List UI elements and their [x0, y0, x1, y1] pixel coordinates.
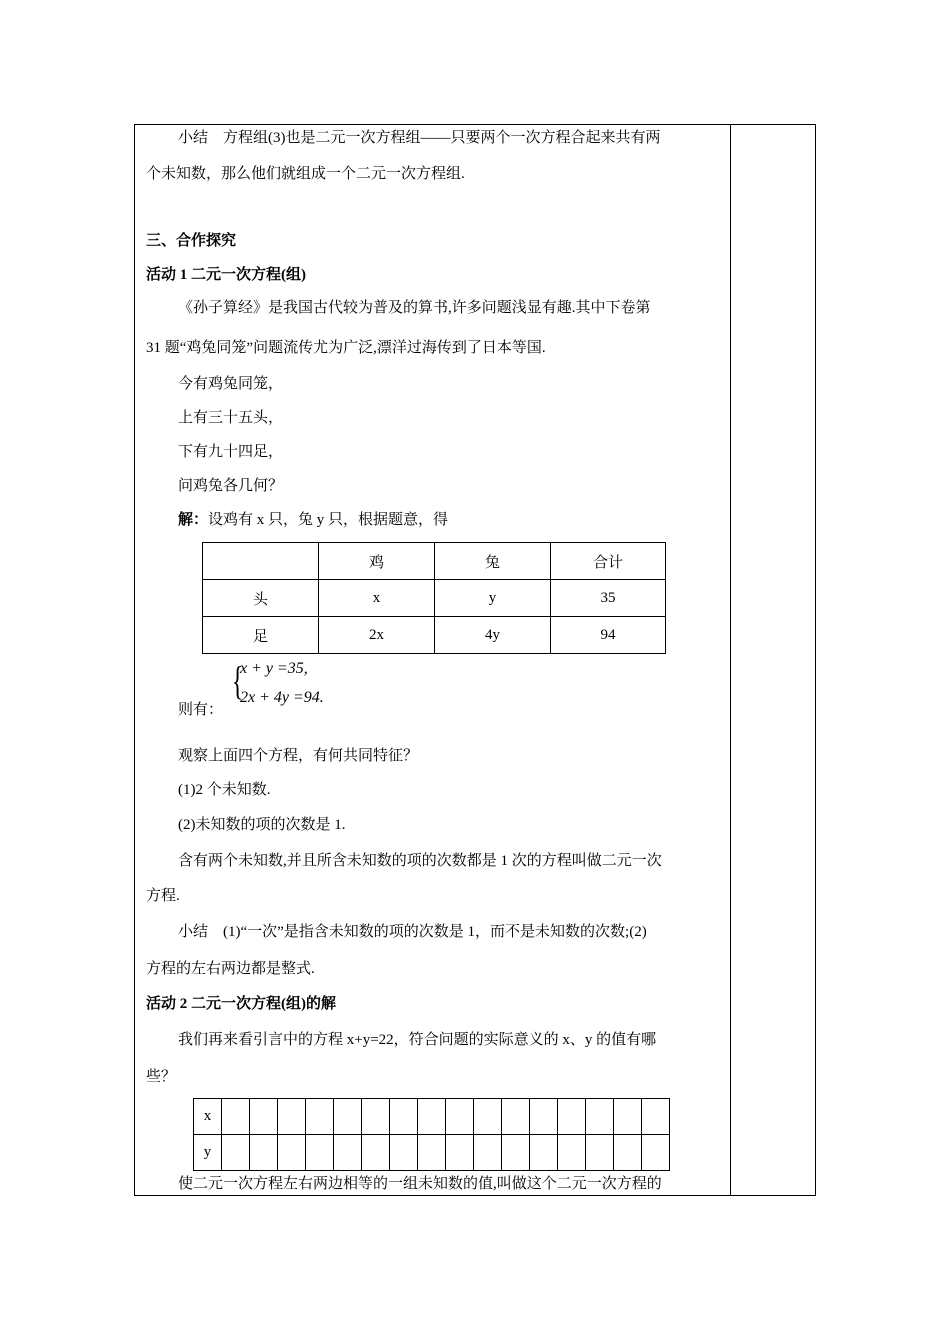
- poem-line: 今有鸡兔同笼，: [178, 376, 284, 392]
- blank-cell: [306, 1135, 334, 1171]
- table-cell: 4y: [435, 617, 551, 654]
- table-cell: 2x: [319, 617, 435, 654]
- table-cell: 足: [203, 617, 319, 654]
- blank-cell: [362, 1099, 390, 1135]
- row-label-x: x: [194, 1099, 222, 1135]
- feature-1: (1)2 个未知数.: [178, 782, 271, 798]
- solution-label: 解：: [178, 512, 209, 528]
- feature-2: (2)未知数的项的次数是 1.: [178, 817, 346, 833]
- blank-cell: [474, 1135, 502, 1171]
- section3-title: 三、合作探究: [146, 233, 237, 249]
- blank-cell: [222, 1135, 250, 1171]
- blank-cell: [362, 1135, 390, 1171]
- column-divider: [730, 124, 731, 1196]
- equation-1: x + y =35,: [240, 660, 308, 677]
- blank-cell: [614, 1099, 642, 1135]
- blank-cell: [642, 1135, 670, 1171]
- blank-cell: [390, 1135, 418, 1171]
- blank-cell: [390, 1099, 418, 1135]
- system-brace: {: [231, 658, 244, 703]
- blank-cell: [222, 1099, 250, 1135]
- poem-line: 问鸡兔各几何？: [178, 478, 284, 494]
- activity1-title: 活动 1 二元一次方程(组): [146, 267, 306, 283]
- blank-cell: [642, 1099, 670, 1135]
- blank-cell: [558, 1099, 586, 1135]
- blank-cell: [418, 1135, 446, 1171]
- blank-cell: [334, 1135, 362, 1171]
- summary2-line2: 方程的左右两边都是整式.: [146, 961, 315, 977]
- xy-values-table: [193, 1098, 670, 1171]
- definition-line1: 含有两个未知数,并且所含未知数的项的次数都是 1 次的方程叫做二元一次: [178, 853, 662, 869]
- table-cell: y: [435, 580, 551, 617]
- table-cell: 35: [551, 580, 666, 617]
- blank-cell: [418, 1099, 446, 1135]
- question-line1: 我们再来看引言中的方程 x+y=22，符合问题的实际意义的 x、y 的值有哪: [178, 1032, 657, 1048]
- blank-cell: [278, 1135, 306, 1171]
- blank-cell: [334, 1099, 362, 1135]
- blank-cell: [278, 1099, 306, 1135]
- blank-cell: [250, 1099, 278, 1135]
- summary1-line2: 个未知数，那么他们就组成一个二元一次方程组.: [146, 166, 465, 182]
- chicken-rabbit-table: [202, 542, 666, 654]
- table-cell: 合计: [551, 543, 666, 580]
- table-cell: 兔: [435, 543, 551, 580]
- observe-question: 观察上面四个方程，有何共同特征？: [178, 748, 419, 764]
- blank-cell: [446, 1135, 474, 1171]
- question-line2: 些？: [146, 1069, 177, 1085]
- blank-cell: [614, 1135, 642, 1171]
- table-row: [203, 580, 666, 617]
- blank-cell: [502, 1099, 530, 1135]
- table-cell: x: [319, 580, 435, 617]
- table-row: [203, 617, 666, 654]
- blank-cell: [530, 1099, 558, 1135]
- x-row: [194, 1099, 670, 1135]
- blank-cell: [306, 1099, 334, 1135]
- equation-2: 2x + 4y =94.: [240, 689, 324, 706]
- solution-line: [178, 510, 448, 530]
- poem-line: 上有三十五头，: [178, 410, 284, 426]
- definition-line2: 方程.: [146, 888, 180, 904]
- blank-cell: [586, 1135, 614, 1171]
- poem-line: 下有九十四足，: [178, 444, 284, 460]
- table-cell: 鸡: [319, 543, 435, 580]
- table-header-row: [203, 543, 666, 580]
- blank-cell: [558, 1135, 586, 1171]
- intro-line1: 《孙子算经》是我国古代较为普及的算书,许多问题浅显有趣.其中下卷第: [178, 300, 651, 316]
- row-label-y: y: [194, 1135, 222, 1171]
- blank-cell: [586, 1099, 614, 1135]
- table-cell: 94: [551, 617, 666, 654]
- summary2-line1: 小结 (1)“一次”是指含未知数的项的次数是 1，而不是未知数的次数;(2): [178, 924, 647, 940]
- table-cell: 头: [203, 580, 319, 617]
- then-label: 则有：: [178, 702, 224, 718]
- intro-line2: 31 题“鸡兔同笼”问题流传尤为广泛,漂洋过海传到了日本等国.: [146, 340, 546, 356]
- last-line: 使二元一次方程左右两边相等的一组未知数的值,叫做这个二元一次方程的: [178, 1176, 662, 1192]
- solution-text: 设鸡有 x 只，兔 y 只，根据题意，得: [208, 512, 449, 528]
- y-row: [194, 1135, 670, 1171]
- activity2-title: 活动 2 二元一次方程(组)的解: [146, 996, 336, 1012]
- table-cell: [203, 543, 319, 580]
- blank-cell: [250, 1135, 278, 1171]
- blank-cell: [474, 1099, 502, 1135]
- blank-cell: [446, 1099, 474, 1135]
- blank-cell: [502, 1135, 530, 1171]
- blank-cell: [530, 1135, 558, 1171]
- summary1-line1: 小结 方程组(3)也是二元一次方程组——只要两个一次方程合起来共有两: [178, 130, 661, 146]
